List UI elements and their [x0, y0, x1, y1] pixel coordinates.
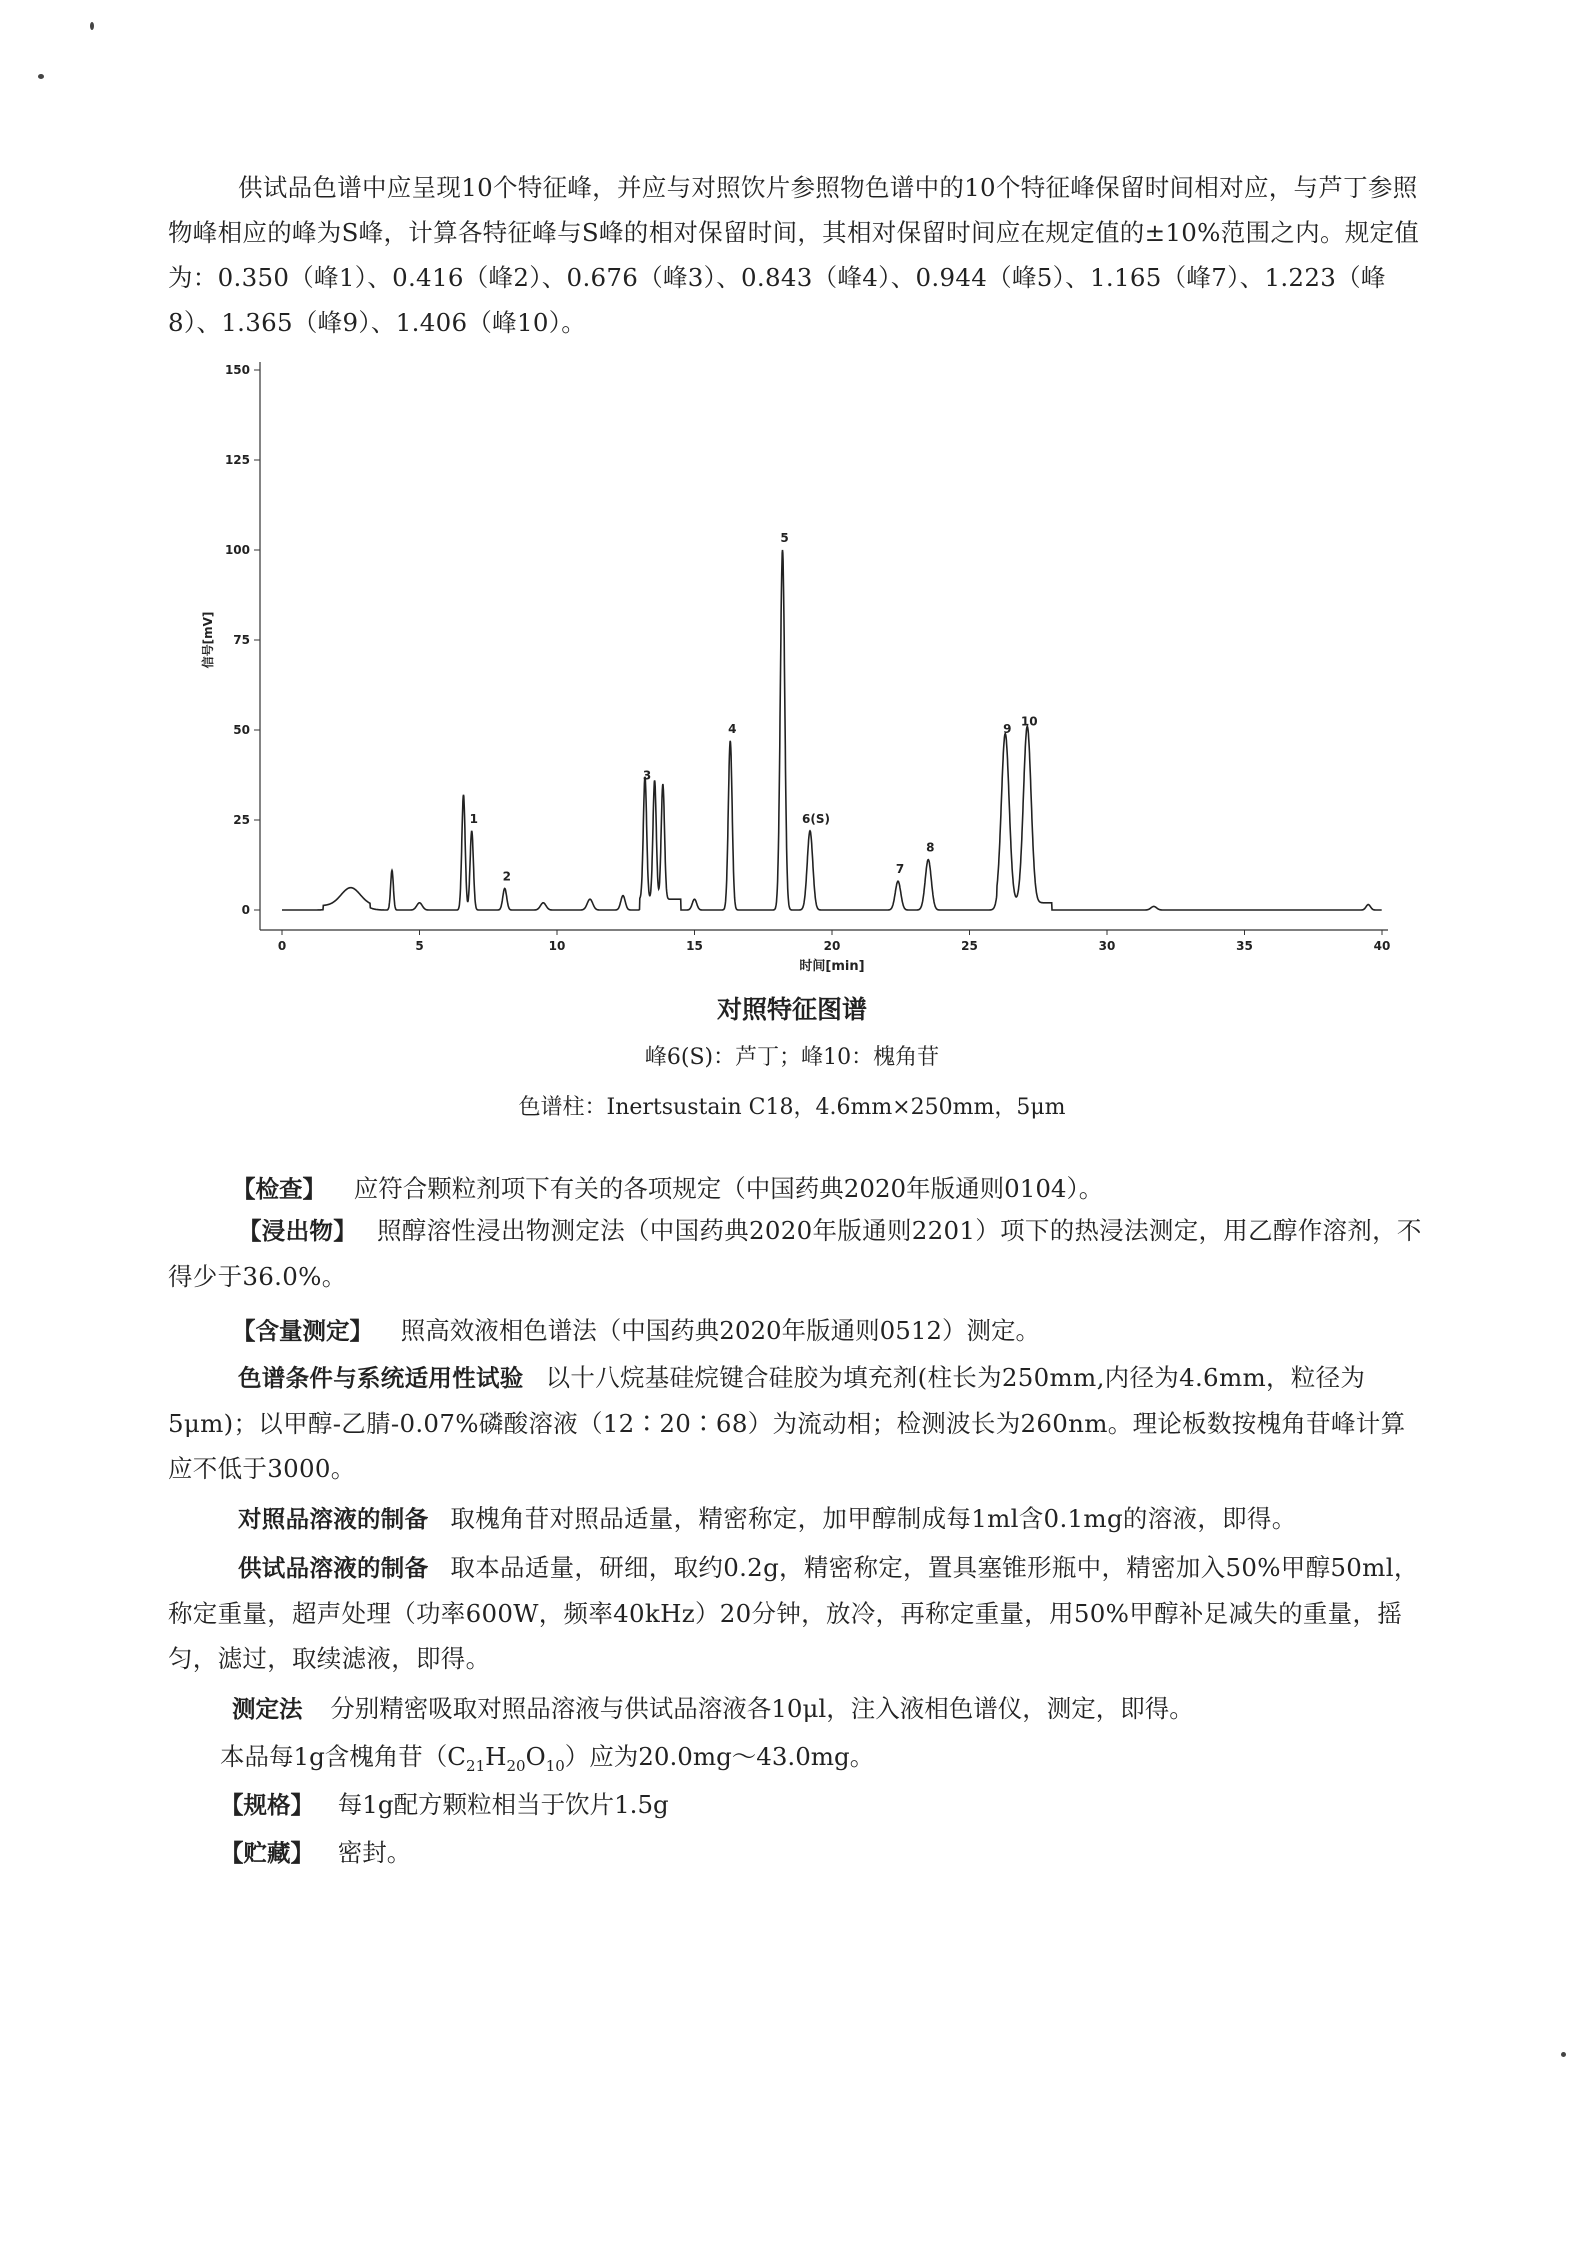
peak-label: 9 [1003, 721, 1012, 736]
peak-label: 1 [469, 811, 478, 826]
zhucang-text: 密封。 [337, 1838, 412, 1867]
jinchu-label: 【浸出物】 [238, 1217, 357, 1245]
hanliang-label: 【含量测定】 [232, 1317, 373, 1345]
y-tick-label: 75 [233, 633, 250, 647]
peak-label: 2 [502, 869, 511, 884]
x-tick-label: 5 [415, 939, 424, 953]
zhucang-label: 【贮藏】 [220, 1839, 314, 1867]
x-tick-label: 40 [1373, 939, 1391, 953]
peak-label: 5 [780, 531, 789, 545]
content-statement [220, 1738, 874, 1775]
guige-text: 每1g配方颗粒相当于饮片1.5g [337, 1790, 669, 1819]
section-duizhao [168, 1496, 1422, 1542]
jiancha-label: 【检查】 [232, 1175, 326, 1203]
content-sub-o: 10 [545, 1756, 565, 1775]
chart-ylabel: 信号[mV] [201, 611, 215, 669]
section-jiancha [232, 1170, 1103, 1205]
figure-column: 色谱柱：Inertsustain C18，4.6mm×250mm，5μm [518, 1095, 1066, 1120]
x-tick-label: 0 [277, 939, 287, 953]
x-tick-label: 35 [1236, 939, 1253, 953]
duizhao-text: 取槐角苷对照品适量，精密称定，加甲醇制成每1ml含0.1mg的溶液，即得。 [450, 1504, 1297, 1533]
content-h: H [485, 1742, 507, 1771]
y-tick-label: 50 [233, 723, 250, 737]
sepu-label: 色谱条件与系统适用性试验 [238, 1364, 524, 1392]
content-prefix: 本品每1g含槐角苷（C [220, 1742, 467, 1771]
y-tick-label: 25 [233, 813, 250, 827]
gongshi-text: 取本品适量，研细，取约0.2g，精密称定，置具塞锥形瓶中，精密加入50%甲醇50ml，称定重量，超声处理（功率600W，频率40kHz）20分钟，放冷，再称定重量，用50%甲醇补足减失的重量，摇匀，滤过，取续滤液，即得。 [168, 1553, 1419, 1673]
sepu-text: 以十八烷基硅烷键合硅胶为填充剂(柱长为250mm,内径为4.6mm，粒径为5μm)；以甲醇-乙腈-0.07%磷酸溶液（12∶20∶68）为流动相；检测波长为260nm。理论板数按槐角苷峰计算应不低于3000。 [168, 1363, 1406, 1483]
figure-note: 峰6(S)：芦丁；峰10：槐角苷 [644, 1045, 940, 1070]
section-jinchu [168, 1208, 1422, 1299]
y-tick-label: 0 [241, 903, 250, 917]
chromatogram-chart [0, 350, 1584, 974]
jinchu-text: 照醇溶性浸出物测定法（中国药典2020年版通则2201）项下的热浸法测定，用乙醇作溶剂，不得少于36.0%。 [168, 1216, 1422, 1291]
peak-label: 6(S) [802, 811, 830, 826]
chart-trace [282, 550, 1382, 910]
ceding-label: 测定法 [232, 1695, 303, 1723]
x-tick-label: 15 [686, 939, 703, 953]
content-suffix: ）应为20.0mg～43.0mg。 [564, 1742, 875, 1771]
section-guige [220, 1786, 669, 1821]
peak-label: 4 [728, 721, 737, 736]
chart-peak-labels [470, 531, 1038, 883]
y-tick-label: 100 [224, 543, 250, 557]
content-sub-h: 20 [506, 1756, 526, 1775]
intro-paragraph: 供试品色谱中应呈现10个特征峰，并应与对照饮片参照物色谱中的10个特征峰保留时间相对应，与芦丁参照物峰相应的峰为S峰，计算各特征峰与S峰的相对保留时间，其相对保留时间应在规定值的±10%范围之内。规定值为：0.350（峰1）、0.416（峰2）、0.676（峰3）、0.843（峰4）、0.944（峰5）、1.165（峰7）、1.223（峰8）、1.365（峰9）、1.406（峰10）。 [168, 173, 1420, 337]
y-tick-label: 125 [224, 453, 250, 467]
x-tick-label: 10 [548, 939, 566, 953]
scan-speck [90, 22, 94, 30]
chart-xlabel: 时间[min] [799, 959, 865, 974]
chromatogram-trace [282, 550, 1382, 910]
y-tick-label: 150 [224, 363, 250, 377]
x-tick-label: 30 [1098, 939, 1116, 953]
peak-label: 7 [895, 862, 905, 877]
duizhao-label: 对照品溶液的制备 [238, 1505, 429, 1533]
section-hanliang [232, 1312, 1040, 1347]
gongshi-label: 供试品溶液的制备 [238, 1554, 429, 1582]
section-zhucang [220, 1834, 411, 1869]
jiancha-text: 应符合颗粒剂项下有关的各项规定（中国药典2020年版通则0104）。 [353, 1174, 1104, 1203]
section-gongshi [168, 1545, 1422, 1681]
peak-label: 3 [642, 768, 652, 783]
content-o: O [525, 1742, 546, 1771]
ceding-text: 分别精密吸取对照品溶液与供试品溶液各10μl，注入液相色谱仪，测定，即得。 [330, 1694, 1194, 1723]
guige-label: 【规格】 [220, 1791, 314, 1819]
peak-label: 10 [1020, 714, 1038, 729]
section-ceding [232, 1690, 1194, 1725]
x-tick-label: 25 [961, 939, 978, 953]
peak-label: 8 [926, 840, 935, 855]
scan-speck [38, 74, 44, 79]
section-sepu [168, 1355, 1422, 1491]
hanliang-text: 照高效液相色谱法（中国药典2020年版通则0512）测定。 [400, 1316, 1040, 1345]
scan-speck [1561, 2052, 1566, 2057]
figure-title: 对照特征图谱 [716, 995, 867, 1024]
content-sub-c: 21 [466, 1756, 486, 1775]
x-tick-label: 20 [823, 939, 841, 953]
